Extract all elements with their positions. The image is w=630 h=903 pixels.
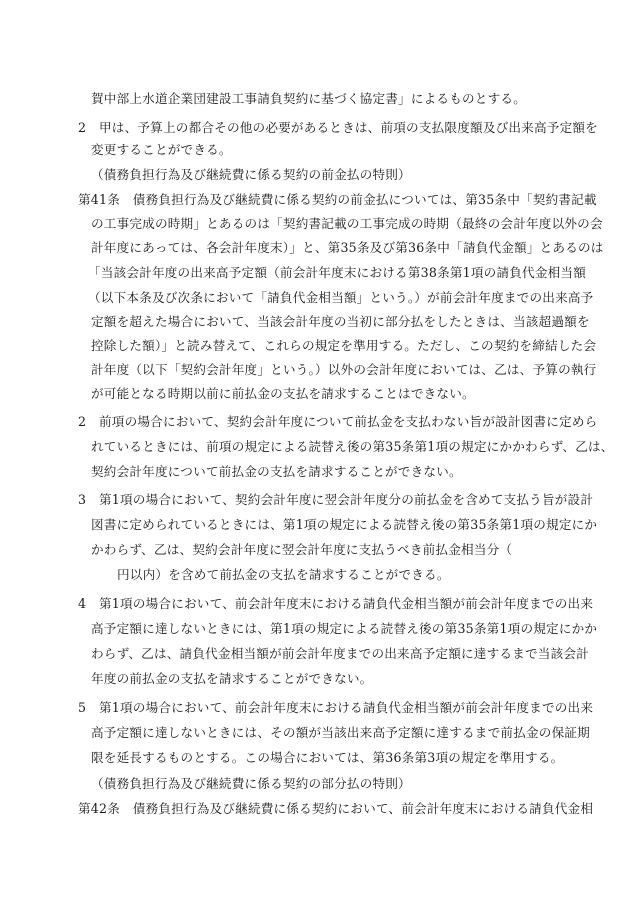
text-line: わらず、乙は、請負代金相当額が前会計年度までの出来高予定額に達するまで当該会計 xyxy=(91,646,589,661)
text-line: 図書に定められているときには、第1項の規定による読替え後の第35条第1項の規定にか xyxy=(91,517,598,532)
text-line: 円以内）を含めて前払金の支払を請求することができる。 xyxy=(117,567,450,582)
text-line: 控除した額）」と読み替えて、これらの規定を準用する。ただし、この契約を締結した会 xyxy=(91,338,597,353)
text-line: れているときには、前項の規定による読替え後の第35条第1項の規定にかかわらず、乙は、 xyxy=(91,439,614,454)
text-line: 計年度（以下「契約会計年度」という。）以外の会計年度においては、乙は、予算の執行 xyxy=(91,362,597,377)
text-line: 高予定額に達しないときには、第1項の規定による読替え後の第35条第1項の規定にかか xyxy=(91,621,598,636)
text-line: 契約会計年度について前払金の支払を請求することができない。 xyxy=(91,464,462,479)
text-line: （以下本条及び次条において「請負代金相当額」という。）が前会計年度までの出来高予 xyxy=(88,290,594,305)
text-line: かわらず、乙は、契約会計年度に翌会計年度に支払うべき前払金相当分（ xyxy=(91,542,513,557)
text-line: 限を延長するものとする。この場合においては、第36条第3項の規定を準用する。 xyxy=(91,750,564,765)
text-line: 2 前項の場合において、契約会計年度について前払金を支払わない旨が設計図書に定めら xyxy=(78,414,598,429)
text-line: 定額を超えた場合において、当該会計年度の当初に部分払をしたときは、当該超過額を xyxy=(91,314,590,329)
text-line: 「当該会計年度の出来高予定額（前会計年度末における第38条第1項の請負代金相当額 xyxy=(88,265,587,280)
text-line: 賀中部上水道企業団建設工事請負契約に基づく協定書」によるものとする。 xyxy=(91,91,526,106)
article-line: 第41条 債務負担行為及び継続費に係る契約の前金払については、第35条中「契約書記載 xyxy=(78,192,597,207)
text-line: 3 第1項の場合において、契約会計年度に翌会計年度分の前払金を含めて支払う旨が設計 xyxy=(78,492,594,507)
text-line: 変更することができる。 xyxy=(91,142,232,157)
text-line: 4 第1項の場合において、前会計年度末における請負代金相当額が前会計年度までの出来 xyxy=(78,596,594,611)
text-line: が可能となる時期以前に前払金の支払を請求することはできない。 xyxy=(91,386,475,401)
text-line: 年度の前払金の支払を請求することができない。 xyxy=(91,671,373,686)
article-line: 第42条 債務負担行為及び継続費に係る契約において、前会計年度末における請負代金相 xyxy=(78,801,594,816)
section-heading: （債務負担行為及び継続費に係る契約の前金払の特則） xyxy=(91,167,411,182)
text-line: 5 第1項の場合において、前会計年度末における請負代金相当額が前会計年度までの出来 xyxy=(78,700,594,715)
text-line: 計年度にあっては、各会計年度末）」と、第35条及び第36条中「請負代金額」とあるのは xyxy=(91,240,604,255)
text-line: 2 甲は、予算上の都合その他の必要があるときは、前項の支払限度額及び出来高予定額を xyxy=(78,120,598,135)
section-heading: （債務負担行為及び継続費に係る契約の部分払の特則） xyxy=(91,776,411,791)
text-line: の工事完成の時期」とあるのは「契約書記載の工事完成の時期（最終の会計年度以外の会 xyxy=(91,216,603,231)
text-line: 高予定額に達しないときには、その額が当該出来高予定額に達するまで前払金の保証期 xyxy=(91,725,590,740)
